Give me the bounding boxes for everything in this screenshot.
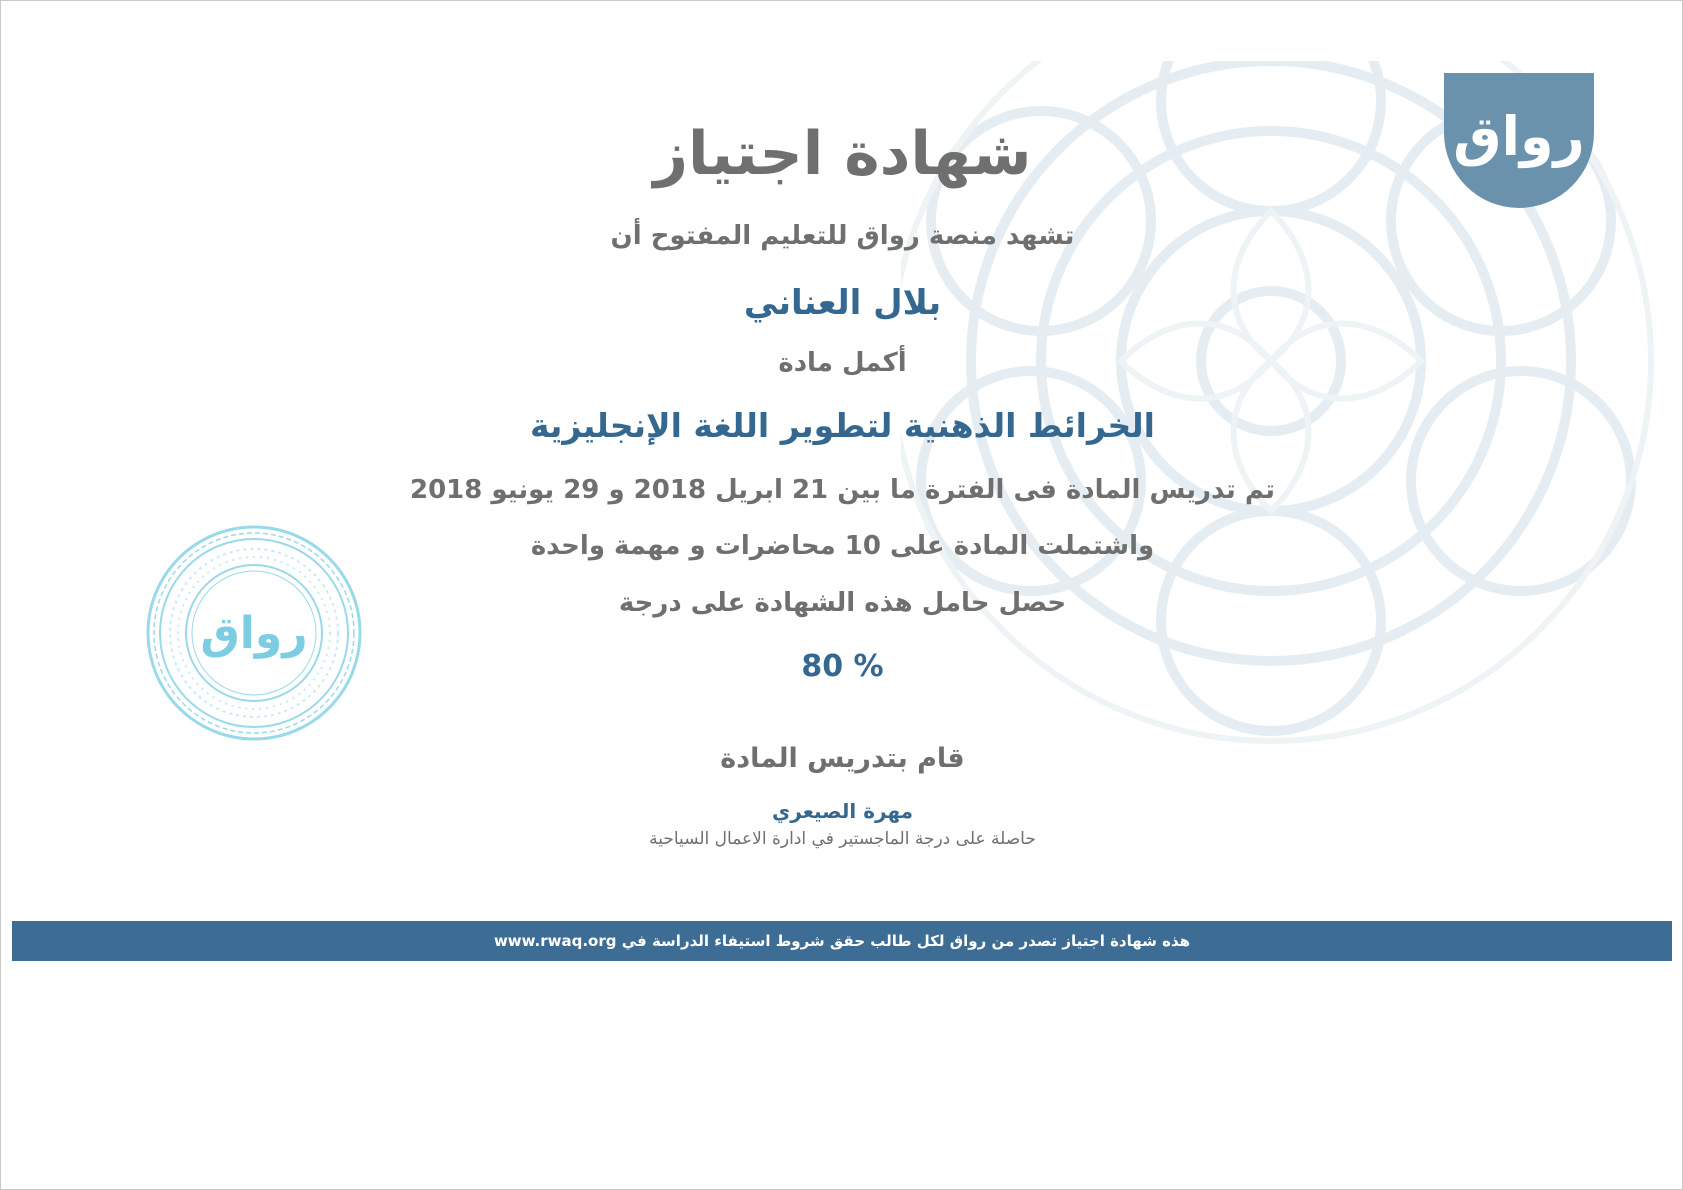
completed-label: أكمل مادة [778, 348, 907, 378]
footer-text: هذه شهادة اجتياز تصدر من رواق لكل طالب حقق شروط استيفاء الدراسة في www.rwaq.org [493, 932, 1191, 950]
logo-text: رواق [1453, 105, 1585, 168]
seal-center-text: رواق [200, 607, 308, 659]
taught-by-label: قام بتدريس المادة [720, 743, 965, 774]
course-name: الخرائط الذهنية لتطوير اللغة الإنجليزية [530, 406, 1155, 445]
instructor-qualification: حاصلة على درجة الماجستير في ادارة الاعمال السياحية [649, 829, 1036, 849]
course-lectures: واشتملت المادة على 10 محاضرات و مهمة واحدة [530, 531, 1155, 561]
certificate-intro: تشهد منصة رواق للتعليم المفتوح أن [610, 221, 1075, 251]
footer-bar [12, 921, 1672, 961]
course-period: تم تدريس المادة فى الفترة ما بين 21 ابريل 2018 و 29 يونيو 2018 [410, 475, 1275, 505]
student-name: بلال العناني [743, 283, 942, 323]
certificate-title: شهادة اجتياز [653, 119, 1032, 189]
instructor-name: مهرة الصيعري [771, 799, 914, 823]
grade-label: حصل حامل هذه الشهادة على درجة [618, 588, 1067, 618]
grade-value: % 80 [801, 649, 884, 684]
